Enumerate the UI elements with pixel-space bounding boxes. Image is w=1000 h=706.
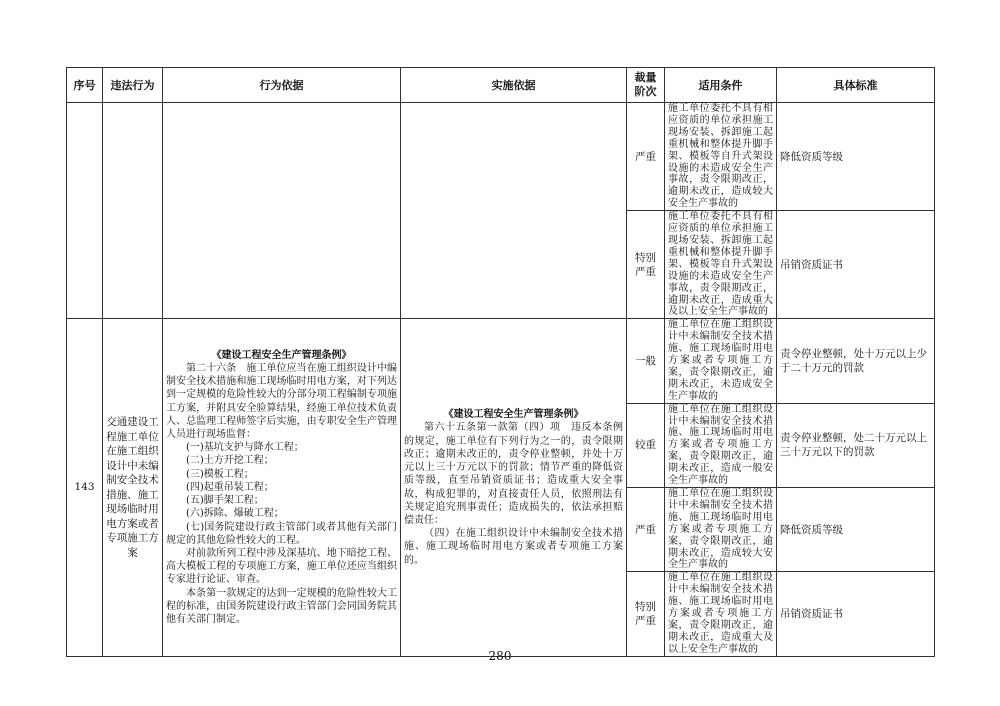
- condition-cell: 施工单位在施工组织设计中未编制安全技术措施、施工现场临时用电方案或者专项施工方案，责令限期改正，逾期未改正，造成一般安全生产事故的: [665, 403, 777, 487]
- row-number: 143: [67, 319, 103, 656]
- header-std: 具体标准: [777, 68, 935, 103]
- level-cell: 严重: [627, 103, 665, 211]
- basis-article: 第二十六条 施工单位应当在施工组织设计中编制安全技术措施和施工现场临时用电方案，对下列达到一定规模的危险性较大的分部分项工程编制专项施工方案，并附具安全验算结果，经施工单位技术负责人、总监理工程师签字后实施，由专职安全生产管理人员进行现场监督：: [166, 363, 397, 441]
- condition-cell: 施工单位在施工组织设计中未编制安全技术措施、施工现场临时用电方案或者专项施工方案，责令限期改正，逾期未改正，造成较大安全生产事故的: [665, 488, 777, 572]
- header-num: 序号: [67, 68, 103, 103]
- basis-item: (三)模板工程；: [186, 468, 254, 480]
- standard-cell: 责令停业整顿，处十万元以上少于二十万元的罚款: [777, 319, 935, 403]
- standard-cell: 降低资质等级: [777, 103, 935, 211]
- impl-article: 第六十五条第一款第（四）项 违反本条例的规定，施工单位有下列行为之一的，责令限期改正；逾期未改正的，责令停业整顿，并处十万元以上三十万元以下的罚款；情节严重的降低资质等级，直至吊销资质证书；造成重大安全事故，构成犯罪的，对直接责任人员，依照刑法有关规定追究刑事责任；造成损失的，依法承担赔偿责任：: [404, 422, 623, 526]
- basis-item: (七)国务院建设行政主管部门或者其他有关部门规定的其他危险性较大的工程。: [166, 521, 397, 546]
- impl-item: （四）在施工组织设计中未编制安全技术措施、施工现场临时用电方案或者专项施工方案的。: [404, 528, 623, 566]
- standard-cell: 责令停业整顿，处二十万元以上三十万元以下的罚款: [777, 403, 935, 487]
- basis-item: (四)起重吊装工程；: [186, 481, 274, 493]
- condition-cell: 施工单位在施工组织设计中未编制安全技术措施、施工现场临时用电方案或者专项施工方案，责令限期改正，逾期未改正，未造成安全生产事故的: [665, 319, 777, 403]
- cont-num-cell: [67, 103, 103, 319]
- condition-cell: 施工单位委托不具有相应资质的单位承担施工现场安装、拆卸施工起重机械和整体提升脚手架、模板等自升式架设设施的未造成安全生产事故，责令限期改正，逾期未改正，造成较大安全生产事故的: [665, 103, 777, 211]
- basis-title: 《建设工程安全生产管理条例》: [211, 349, 352, 361]
- table-row: [67, 319, 935, 403]
- header-level: 裁量阶次: [627, 68, 665, 103]
- legal-basis-cell: [163, 319, 401, 656]
- level-cell: 特别严重: [627, 211, 665, 319]
- implementation-basis-cell: [401, 319, 627, 656]
- level-cell: 一般: [627, 319, 665, 403]
- standard-cell: 吊销资质证书: [777, 211, 935, 319]
- cont-act-cell: [103, 103, 163, 319]
- level-cell: 特别严重: [627, 572, 665, 656]
- header-basis: 行为依据: [163, 68, 401, 103]
- header-act: 违法行为: [103, 68, 163, 103]
- table-row: [67, 103, 935, 211]
- header-cond: 适用条件: [665, 68, 777, 103]
- basis-item: (五)脚手架工程；: [186, 495, 264, 507]
- standard-cell: 吊销资质证书: [777, 572, 935, 656]
- header-impl: 实施依据: [401, 68, 627, 103]
- basis-item: (一)基坑支护与降水工程；: [186, 442, 304, 454]
- basis-paragraph: 本条第一款规定的达到一定规模的危险性较大工程的标准，由国务院建设行政主管部门会同国务院其他有关部门制定。: [166, 587, 397, 625]
- level-cell: 较重: [627, 403, 665, 487]
- condition-cell: 施工单位委托不具有相应资质的单位承担施工现场安装、拆卸施工起重机械和整体提升脚手架、模板等自升式架设设施的未造成安全生产事故，责令限期改正，逾期未改正，造成重大及以上安全生产事故的: [665, 211, 777, 319]
- basis-paragraph: 对前款所列工程中涉及深基坑、地下暗挖工程、高大模板工程的专项施工方案，施工单位还应当组织专家进行论证、审查。: [166, 547, 397, 586]
- basis-item: (六)拆除、爆破工程；: [186, 508, 284, 520]
- condition-cell: 施工单位在施工组织设计中未编制安全技术措施、施工现场临时用电方案或者专项施工方案，责令限期改正，逾期未改正，造成重大及以上安全生产事故的: [665, 572, 777, 656]
- header-row: [67, 68, 935, 103]
- page-number: 280: [488, 649, 512, 663]
- standard-cell: 降低资质等级: [777, 488, 935, 572]
- penalty-table: [66, 67, 935, 657]
- cont-basis-cell: [163, 103, 401, 319]
- impl-title: 《建设工程安全生产管理条例》: [443, 409, 584, 421]
- cont-impl-cell: [401, 103, 627, 319]
- level-cell: 严重: [627, 488, 665, 572]
- violation-cell: 交通建设工程施工单位在施工组织设计中未编制安全技术措施、施工现场临时用电方案或者专项施工方案: [103, 319, 163, 656]
- basis-item: (二)土方开挖工程；: [186, 455, 274, 467]
